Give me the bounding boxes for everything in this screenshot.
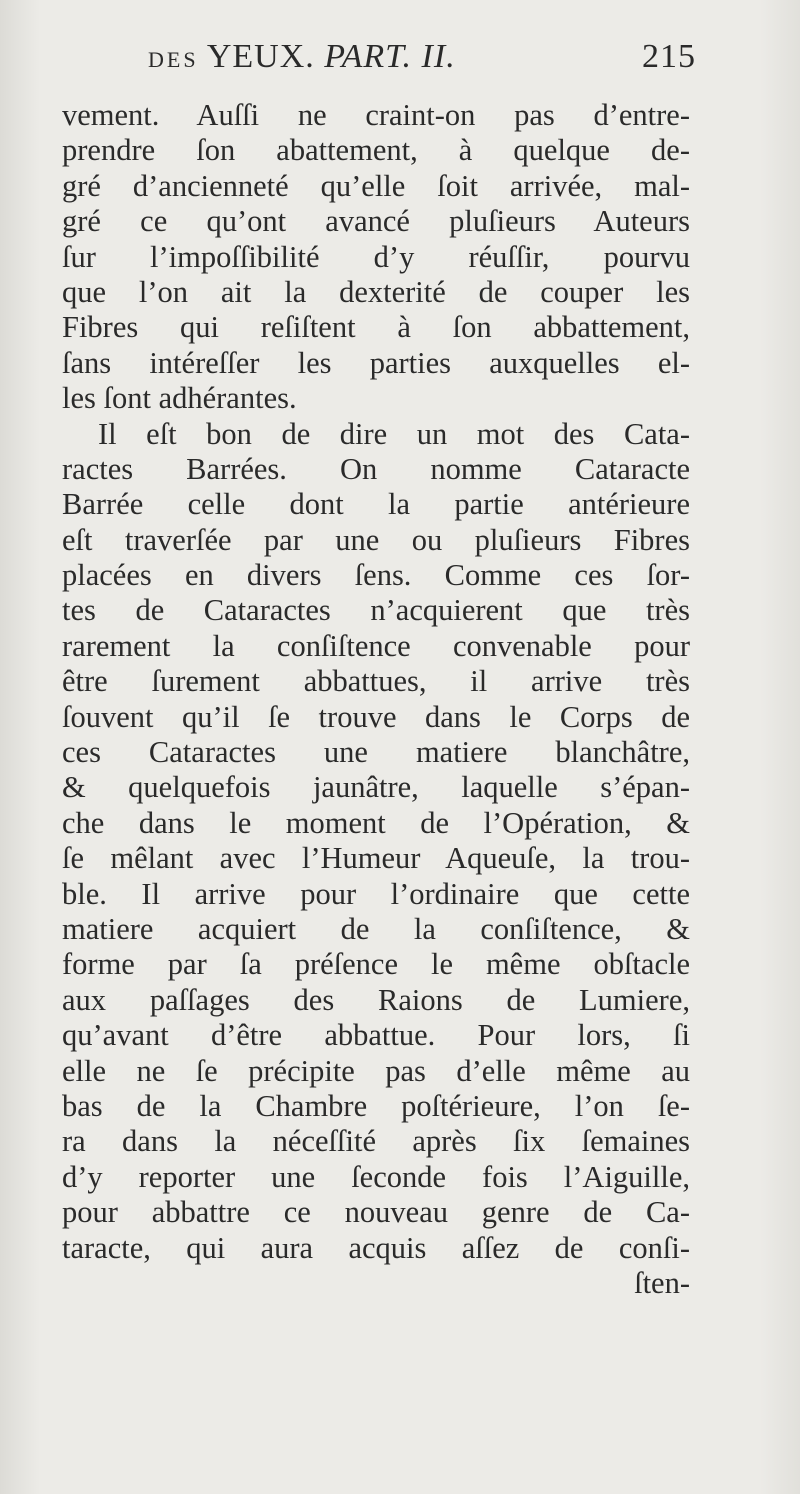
text-line: Barrée celle dont la partie antérieure: [62, 487, 690, 522]
text-line: Fibres qui reſiſtent à ſon abbattement,: [62, 310, 690, 345]
text-line: gré ce qu’ont avancé pluſieurs Auteurs: [62, 204, 690, 239]
text-line: bas de la Chambre poſtérieure, l’on ſe-: [62, 1088, 690, 1123]
text-line: ſans intéreſſer les parties auxquelles el-: [62, 345, 690, 380]
text-line: ſur l’impoſſibilité d’y réuſſir, pourvu: [62, 239, 690, 274]
text-line: placées en divers ſens. Comme ces ſor-: [62, 558, 690, 593]
text-line: ble. Il arrive pour l’ordinaire que cette: [62, 876, 690, 911]
text-line: vement. Auſſi ne craint-on pas d’entre-: [62, 98, 690, 132]
page-header: [148, 38, 696, 88]
body-text: [62, 98, 690, 1301]
text-line: eſt traverſée par une ou pluſieurs Fibres: [62, 522, 690, 557]
text-line: aux paſſages des Raions de Lumiere,: [62, 982, 690, 1017]
text-line: che dans le moment de l’Opération, &: [62, 805, 690, 840]
text-line: Il eſt bon de dire un mot des Cata-: [98, 416, 690, 451]
text-line: rarement la conſiſtence convenable pour: [62, 628, 690, 663]
running-title-main: YEUX.: [206, 38, 315, 75]
page-number: 215: [642, 38, 696, 75]
text-line: & quelquefois jaunâtre, laquelle s’épan-: [62, 770, 690, 805]
text-line: tes de Cataractes n’acquierent que très: [62, 593, 690, 628]
text-line: ra dans la néceſſité après ſix ſemaines: [62, 1124, 690, 1159]
text-line: être ſurement abbattues, il arrive très: [62, 664, 690, 699]
text-line: ractes Barrées. On nomme Cataracte: [62, 451, 690, 486]
text-line: qu’avant d’être abbattue. Pour lors, ſi: [62, 1018, 690, 1053]
running-title-part: PART. II.: [324, 38, 456, 75]
text-line: ces Cataractes une matiere blanchâtre,: [62, 735, 690, 770]
running-title: [148, 38, 456, 76]
text-line: elle ne ſe précipite pas d’elle même au: [62, 1053, 690, 1088]
text-line: d’y reporter une ſeconde fois l’Aiguille,: [62, 1159, 690, 1194]
text-line: ſe mêlant avec l’Humeur Aqueuſe, la trou-: [62, 841, 690, 876]
text-line: ſouvent qu’il ſe trouve dans le Corps de: [62, 699, 690, 734]
text-line: matiere acquiert de la conſiſtence, &: [62, 911, 690, 946]
text-line: forme par ſa préſence le même obſtacle: [62, 947, 690, 982]
text-line: taracte, qui aura acquis aſſez de conſi-: [62, 1230, 690, 1265]
running-title-prefix: DES: [148, 47, 199, 72]
text-line: que l’on ait la dexterité de couper les: [62, 274, 690, 309]
text-line: les ſont adhérantes.: [62, 381, 297, 416]
catchword: ſten-: [634, 1265, 690, 1300]
text-line: prendre ſon abattement, à quelque de-: [62, 133, 690, 168]
text-line: pour abbattre ce nouveau genre de Ca-: [62, 1195, 690, 1230]
text-line: gré d’ancienneté qu’elle ſoit arrivée, mal-: [62, 168, 690, 203]
